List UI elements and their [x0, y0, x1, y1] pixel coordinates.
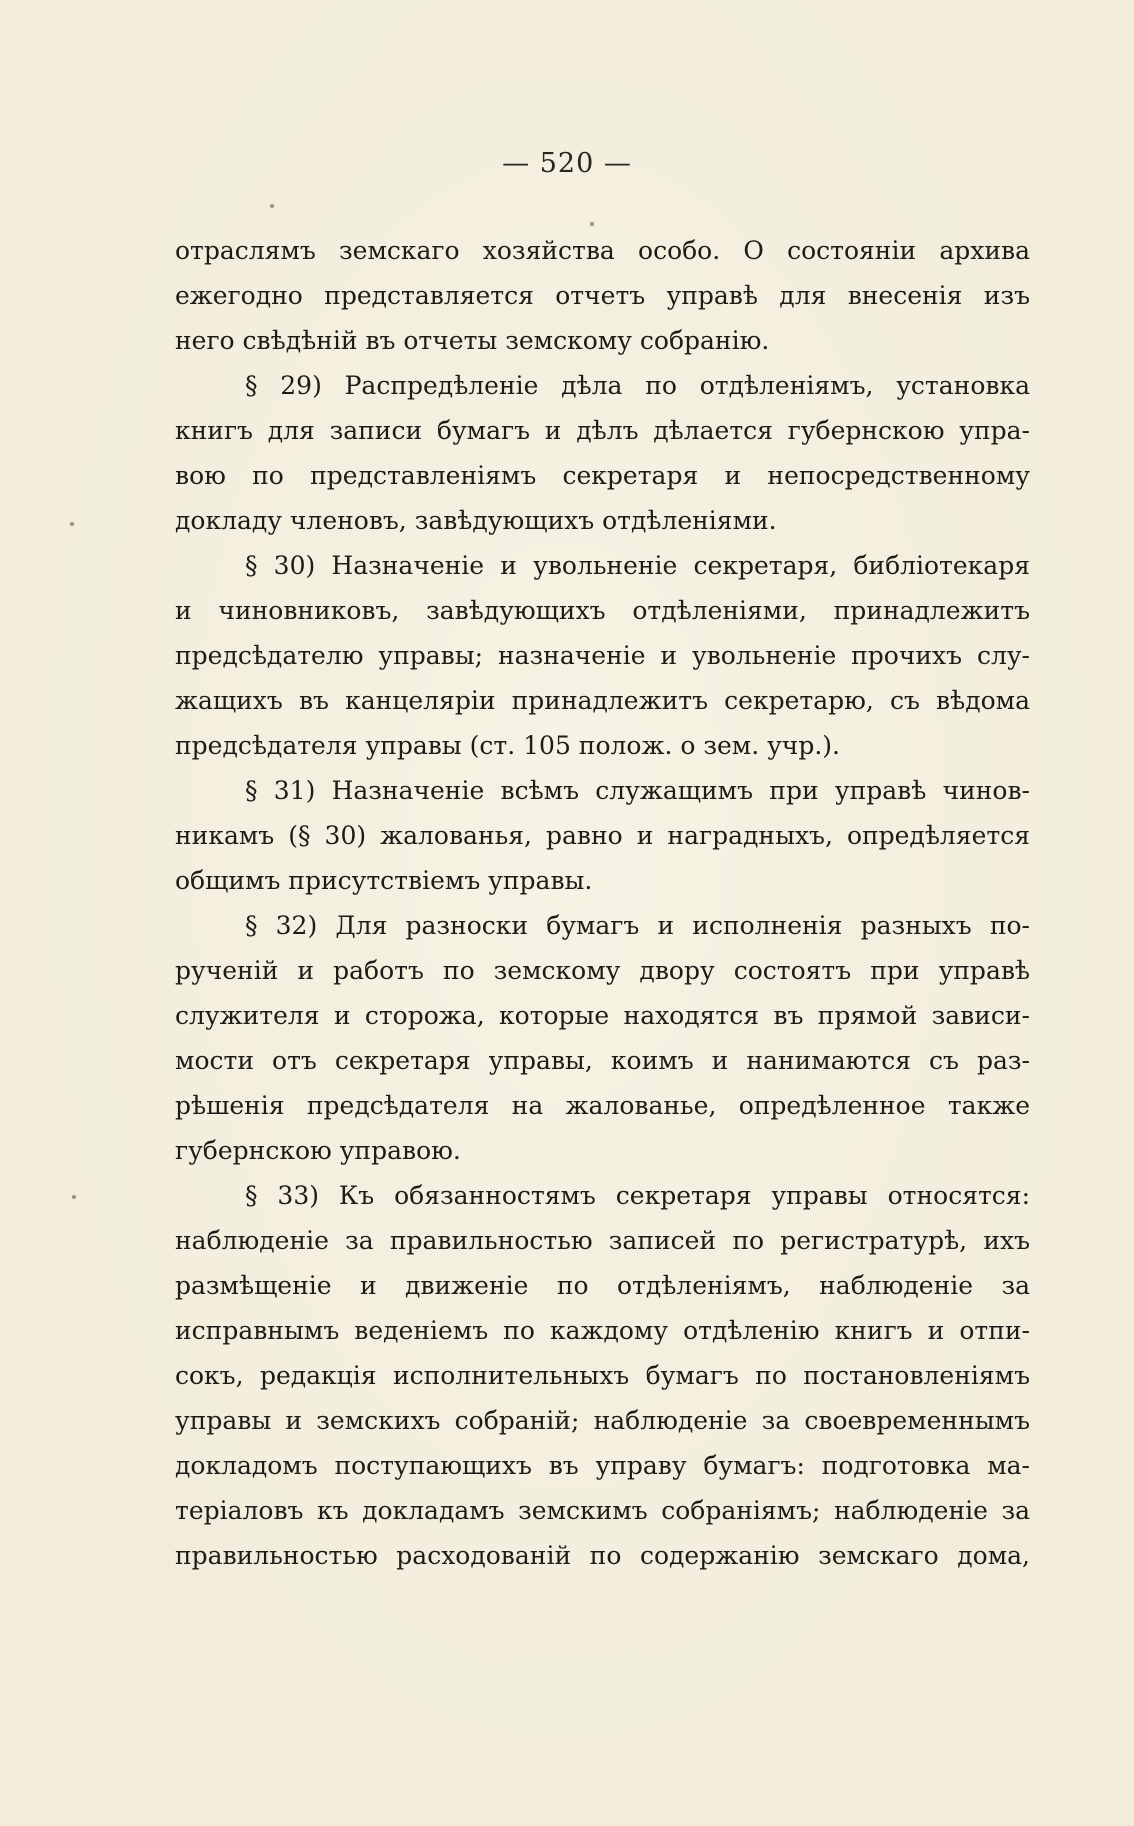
- text-line: рученій и работъ по земскому двору состоятъ при управѣ: [175, 956, 1030, 985]
- page-number: — 520 —: [502, 148, 632, 179]
- body-text: [175, 228, 1030, 1578]
- text-line: предсѣдателя управы (ст. 105 полож. о зем. учр.).: [175, 731, 840, 760]
- text-line: общимъ присутствіемъ управы.: [175, 866, 593, 895]
- paragraph-first-line: § 33) Къ обязанностямъ секретаря управы относятся:: [245, 1181, 1030, 1210]
- text-line: предсѣдателю управы; назначеніе и увольненіе прочихъ слу-: [175, 641, 1030, 670]
- text-line: губернскою управою.: [175, 1136, 461, 1165]
- text-line: отраслямъ земскаго хозяйства особо. О состояніи архива: [175, 236, 1030, 265]
- text-line: докладу членовъ, завѣдующихъ отдѣленіями.: [175, 506, 777, 535]
- text-line: управы и земскихъ собраній; наблюденіе за своевременнымъ: [175, 1406, 1030, 1435]
- text-line: никамъ (§ 30) жалованья, равно и наградныхъ, опредѣляется: [175, 821, 1030, 850]
- paragraph-first-line: § 31) Назначеніе всѣмъ служащимъ при управѣ чинов-: [245, 776, 1030, 805]
- text-line: докладомъ поступающихъ въ управу бумагъ: подготовка ма-: [175, 1451, 1030, 1480]
- text-line: него свѣдѣній въ отчеты земскому собранію.: [175, 326, 770, 355]
- text-line: ежегодно представляется отчетъ управѣ для внесенія изъ: [175, 281, 1030, 310]
- paper-speck: [590, 222, 594, 226]
- text-line: служителя и сторожа, которые находятся въ прямой зависи-: [175, 1001, 1030, 1030]
- text-line: теріаловъ къ докладамъ земскимъ собраніямъ; наблюденіе за: [175, 1496, 1030, 1525]
- text-line: жащихъ въ канцеляріи принадлежитъ секретарю, съ вѣдома: [175, 686, 1030, 715]
- text-line: правильностью расходованій по содержанію земскаго дома,: [175, 1541, 1030, 1570]
- paragraph-first-line: § 32) Для разноски бумагъ и исполненія разныхъ по-: [245, 911, 1030, 940]
- text-line: вою по представленіямъ секретаря и непосредственному: [175, 461, 1030, 490]
- text-line: рѣшенія предсѣдателя на жалованье, опредѣленное также: [175, 1091, 1030, 1120]
- paragraph-first-line: § 30) Назначеніе и увольненіе секретаря, библіотекаря: [245, 551, 1030, 580]
- text-line: книгъ для записи бумагъ и дѣлъ дѣлается губернскою упра-: [175, 416, 1030, 445]
- paper-speck: [270, 204, 274, 208]
- paper-speck: [72, 1195, 76, 1199]
- text-line: размѣщеніе и движеніе по отдѣленіямъ, наблюденіе за: [175, 1271, 1030, 1300]
- text-line: сокъ, редакція исполнительныхъ бумагъ по постановленіямъ: [175, 1361, 1030, 1390]
- text-line: наблюденіе за правильностью записей по регистратурѣ, ихъ: [175, 1226, 1030, 1255]
- text-line: и чиновниковъ, завѣдующихъ отдѣленіями, принадлежитъ: [175, 596, 1030, 625]
- paragraph-first-line: § 29) Распредѣленіе дѣла по отдѣленіямъ, установка: [245, 371, 1030, 400]
- paper-speck: [70, 522, 74, 526]
- text-line: исправнымъ веденіемъ по каждому отдѣленію книгъ и отпи-: [175, 1316, 1030, 1345]
- text-line: мости отъ секретаря управы, коимъ и нанимаются съ раз-: [175, 1046, 1030, 1075]
